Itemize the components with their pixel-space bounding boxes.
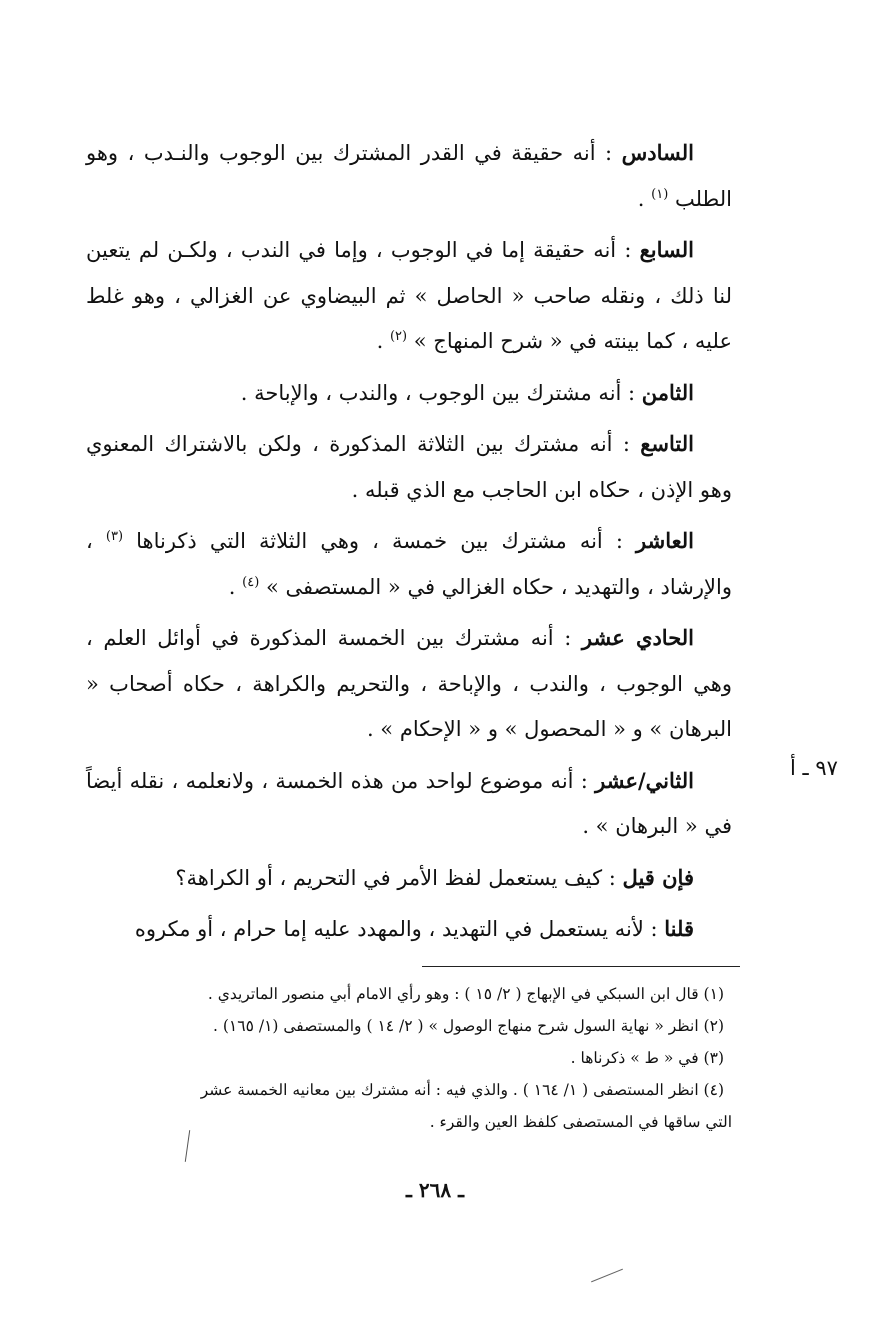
main-text [86,130,732,958]
paragraph-label: الثامن [641,379,694,405]
paragraph-seventh-opinion [86,227,732,365]
footnote-divider [422,966,740,967]
paragraph-label: الثاني/عشر [595,767,694,793]
footnote-4-continuation: التي ساقها في المستصفى كلفظ العين والقرء . [429,1113,732,1131]
footnote-ref: (٢) [389,329,408,344]
paragraph-tail: ، والإرشاد ، والتهديد ، حكاه الغزالي في « المستصفى » [86,529,732,599]
paragraph-tail: . [637,186,652,211]
paragraph-text: : كيف يستعمل لفظ الأمر في التحريم ، أو الكراهة؟ [175,865,623,890]
page-number: ـ ٢٦٨ ـ [406,1178,464,1202]
paragraph-label: السادس [621,140,694,165]
paragraph-tenth-opinion [86,518,732,610]
paragraph-text: : أنه مشترك بين الوجوب ، والندب ، والإباحة . [240,380,642,405]
paragraph-text: : أنه مشترك بين خمسة ، وهي الثلاثة التي ذكرناها [136,529,637,553]
scan-mark [591,1269,623,1283]
paragraph-reply [86,906,732,953]
paragraph-twelfth-opinion [86,758,732,850]
paragraph-label: قلنا [664,916,694,941]
paragraph-text: : أنه مشترك بين الثلاثة المذكورة ، ولكن بالاشتراك المعنوي وهو الإذن ، حكاه ابن الحاجب مع الذي قبله . [86,432,732,502]
paragraph-sixth-opinion [86,130,732,222]
footnote-1: (١) قال ابن السبكي في الإبهاج ( ٢/ ١٥ ) : وهو رأي الامام أبي منصور الماتريدي . [207,985,724,1003]
footnote-4: (٤) انظر المستصفى ( ١/ ١٦٤ ) . والذي فيه : أنه مشترك بين معانيه الخمسة عشر [200,1081,724,1099]
footnote-3: (٣) في « ط » ذكرناها . [570,1049,724,1067]
footnote-ref: (١) [651,186,669,202]
paragraph-text: : أنه حقيقة في القدر المشترك بين الوجوب والنـدب ، وهو الطلب [86,141,732,211]
footnote-2: (٢) انظر « نهاية السول شرح منهاج الوصول » ( ٢/ ١٤ ) والمستصفى (١/ ١٦٥) . [213,1017,724,1035]
paragraph-end: . [228,574,243,599]
paragraph-text: : أنه موضوع لواحد من هذه الخمسة ، ولانعلمه ، نقله أيضاً في « البرهان » . [86,768,732,838]
footnote-ref: (٤) [242,574,260,590]
paragraph-text: : أنه حقيقة إما في الوجوب ، وإما في الندب ، ولكـن لم يتعين لنا ذلك ، ونقله صاحب « الحاصل » ثم البيضاوي عن الغزالي ، وهو غلط عليه ، كما بينته في « شرح المنهاج » [86,238,732,353]
footnotes [86,978,732,1138]
paragraph-tail: . [376,329,390,353]
paragraph-eleventh-opinion [86,615,732,753]
footnote-ref: (٣) [105,529,124,544]
manuscript-folio-note: ٩٧ ـ أ [790,756,838,780]
paragraph-eighth-opinion [86,370,732,417]
paragraph-label: العاشر [636,528,694,553]
paragraph-text: : أنه مشترك بين الخمسة المذكورة في أوائل العلم ، وهي الوجوب ، والندب ، والإباحة ، والتحريم والكراهة ، حكاه أصحاب « البرهان » و « المحصول » و « الإحكام » . [86,626,732,741]
paragraph-label: فإن قيل [622,864,694,890]
paragraph-label: التاسع [640,431,694,456]
paragraph-label: السابع [639,237,694,262]
paragraph-objection [86,855,732,902]
paragraph-text: : لأنه يستعمل في التهديد ، والمهدد عليه إما حرام ، أو مكروه [134,917,665,941]
paragraph-ninth-opinion [86,421,732,513]
paragraph-label: الحادي عشر [581,625,694,650]
